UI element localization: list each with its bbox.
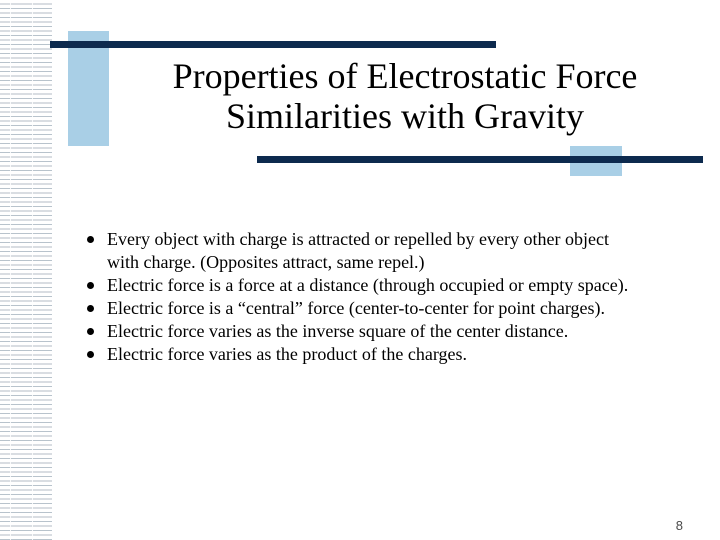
bullet-text: Every object with charge is attracted or repelled by every other object with charge. (Opposites attract, same repel.): [107, 229, 609, 272]
slide-title: [110, 56, 700, 136]
bullet-list: [84, 228, 644, 366]
decorative-left-strip: [0, 0, 52, 540]
bullet-item: [84, 228, 644, 274]
bullet-dot-icon: [87, 351, 94, 358]
page-number: 8: [675, 518, 683, 533]
bullet-item: [84, 320, 644, 343]
bullet-dot-icon: [87, 282, 94, 289]
bullet-text: Electric force is a force at a distance (through occupied or empty space).: [107, 275, 629, 295]
slide-title-line-2: Similarities with Gravity: [226, 96, 584, 136]
bullet-text: Electric force is a “central” force (center-to-center for point charges).: [107, 298, 606, 318]
bullet-dot-icon: [87, 236, 94, 243]
bullet-text: Electric force varies as the product of the charges.: [107, 344, 467, 364]
bullet-item: [84, 343, 644, 366]
bullet-dot-icon: [87, 305, 94, 312]
title-accent-block: [68, 31, 109, 146]
bullet-text: Electric force varies as the inverse square of the center distance.: [107, 321, 569, 341]
bullet-item: [84, 274, 644, 297]
bullet-dot-icon: [87, 328, 94, 335]
title-bottom-rule: [257, 156, 703, 163]
title-top-rule: [50, 41, 496, 48]
slide-title-line-1: Properties of Electrostatic Force: [172, 56, 638, 96]
bullet-item: [84, 297, 644, 320]
